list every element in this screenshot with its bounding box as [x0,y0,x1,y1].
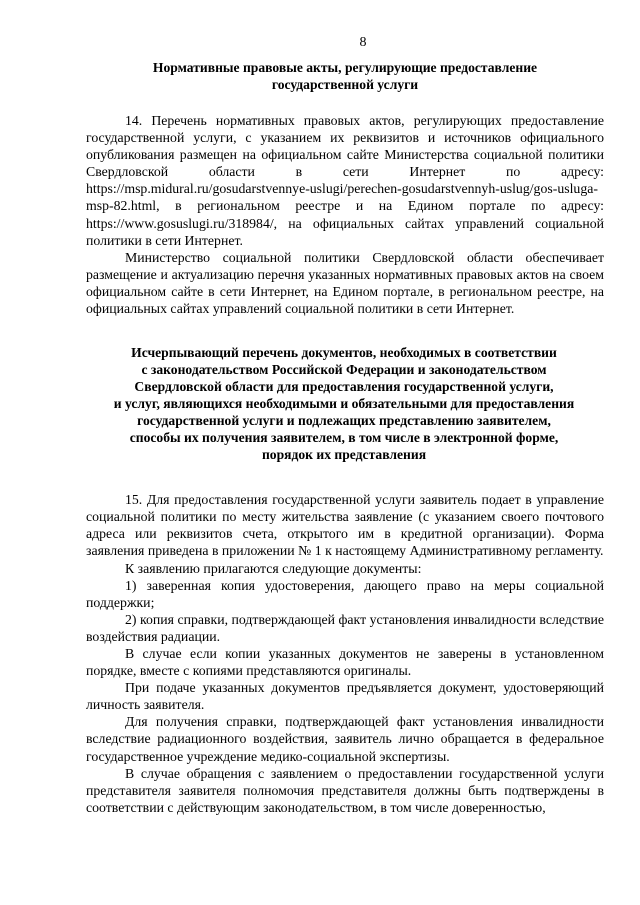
section-heading-documents [76,344,612,463]
paragraph-ministry: Министерство социальной политики Свердловской области обеспечивает размещение и актуализацию перечня указанных нормативных правовых актов на своем официальном сайте в сети Интернет, на Едином портале, в региональном реестре, на официальных сайтах управлений социальной политики в сети Интернет. [86,249,604,317]
heading-line: с законодательством Российской Федерации и законодательством [141,362,547,378]
section-heading-normative-acts [86,59,604,93]
paragraph-14: 14. Перечень нормативных правовых актов, регулирующих предоставление государственной услуги, с указанием их реквизитов и источников официального опубликования размещен на официальном сайте Министерства социальной политики Свердловской области в сети Интернет по адресу: https://msp.midural.ru/gosudarstvennye-uslugi/perechen-gosudarstvennyh-uslug/gos-usluga-msp-82.html, в региональном реестре и на Едином портале по адресу: https://www.gosuslugi.ru/318984/, на официальных сайтах управлений социальной политики в сети Интернет. [86,113,604,248]
paragraph-certificate: Для получения справки, подтверждающей факт установления инвалидности вследствие радиационного воздействия, заявитель лично обращается в федеральное государственное учреждение медико-социальной экспертизы. [86,714,604,764]
paragraph-15: 15. Для предоставления государственной услуги заявитель подает в управление социальной политики по месту жительства заявление (с указанием своего почтового адреса или реквизитов счета, открытого им в кредитной организации). Форма заявления приведена в приложении № 1 к настоящему Административному регламенту. [86,492,604,559]
paragraph-identity: При подаче указанных документов предъявляется документ, удостоверяющий личность заявителя. [86,680,604,713]
heading-line: способы их получения заявителем, в том числе в электронной форме, [129,430,559,446]
list-item-2: 2) копия справки, подтверждающей факт установления инвалидности вследствие воздействия радиации. [86,611,604,644]
list-item-1: 1) заверенная копия удостоверения, дающего право на меры социальной поддержки; [86,577,604,610]
paragraph-representative: В случае обращения с заявлением о предоставлении государственной услуги представителя заявителя полномочия представителя должны быть подтверждены в соответствии с действующим законодательством, в том числе доверенностью, [86,765,604,815]
heading-line: Исчерпывающий перечень документов, необходимых в соответствии [131,345,557,361]
paragraph-attachments-intro: К заявлению прилагаются следующие документы: [125,560,422,576]
heading-line: Нормативные правовые акты, регулирующие предоставление [152,60,538,75]
heading-line: порядок их представления [261,447,427,463]
heading-line: и услуг, являющихся необходимыми и обязательными для предоставления [113,396,575,412]
paragraph-originals: В случае если копии указанных документов не заверены в установленном порядке, вместе с копиями представляются оригиналы. [86,645,604,679]
heading-line: государственной услуги и подлежащих представлению заявителем, [137,413,551,429]
page-number: 8 [359,35,367,50]
heading-line: Свердловской области для предоставления государственной услуги, [134,379,554,395]
heading-line: государственной услуги [271,77,419,92]
